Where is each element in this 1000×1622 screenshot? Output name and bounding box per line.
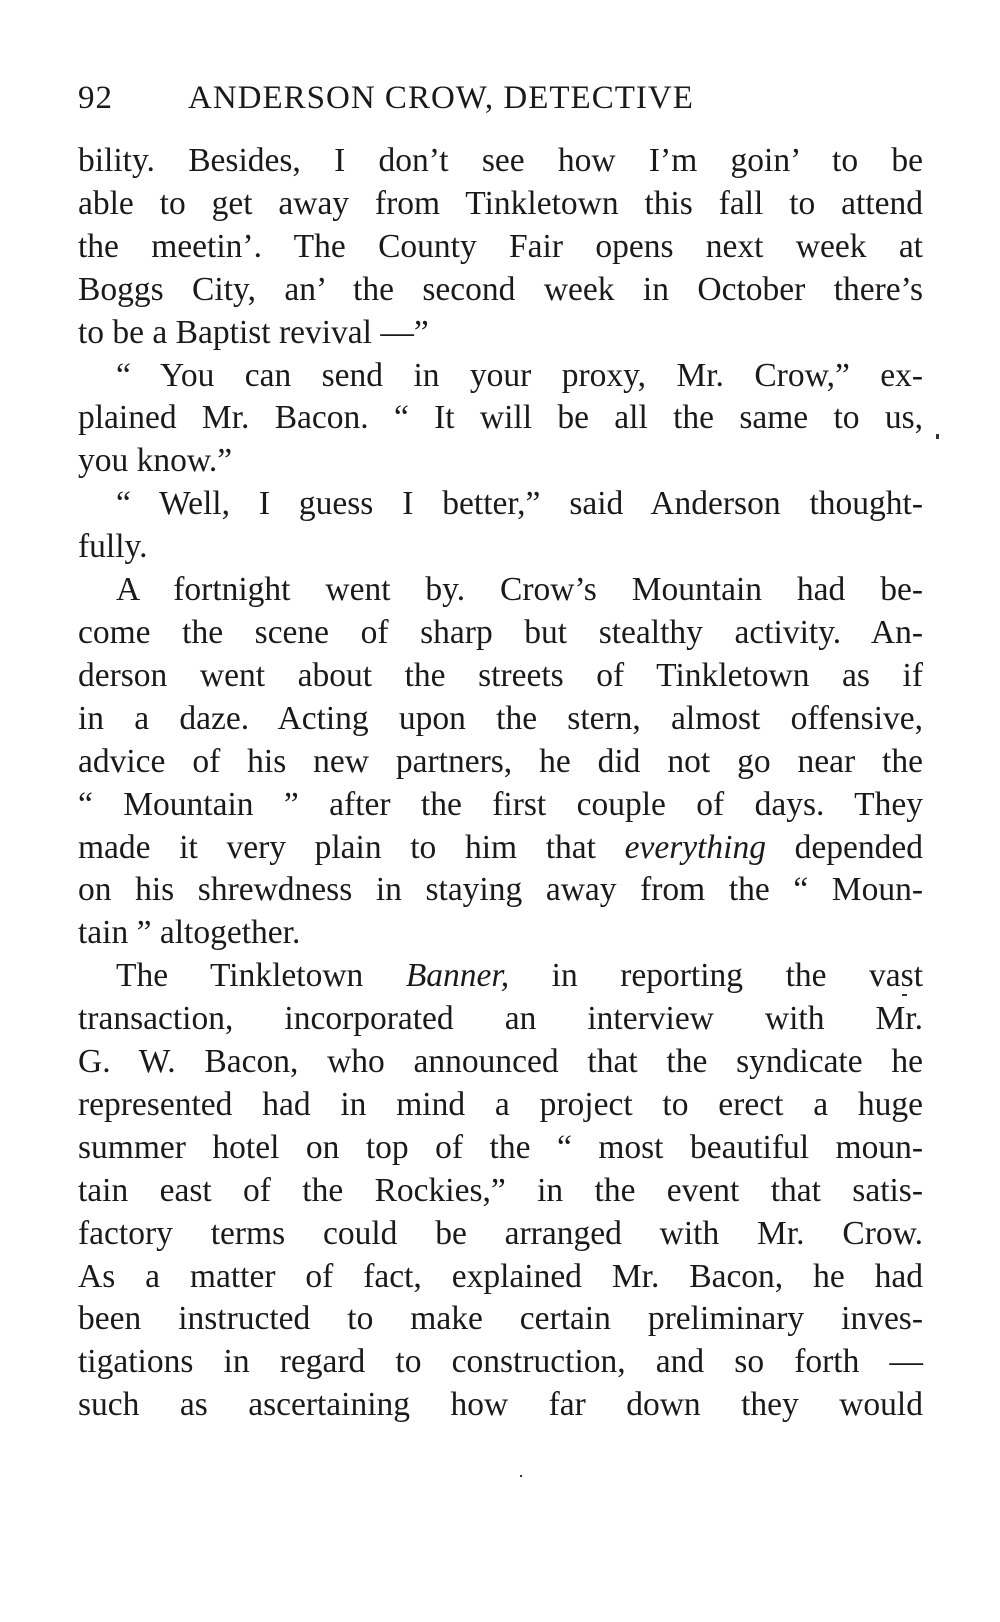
scan-speck [520,1475,522,1477]
text-line: derson went about the streets of Tinkletown as if [78,656,923,694]
text-line: “ You can send in your proxy, Mr. Crow,” ex- [116,356,923,394]
book-page [78,78,923,1427]
text-line: factory terms could be arranged with Mr. Crow. [78,1214,923,1252]
running-title: ANDERSON CROW, DETECTIVE [188,80,694,116]
scan-speck [936,434,939,439]
text-line: A fortnight went by. Crow’s Mountain had be- [116,571,923,609]
text-line: As a matter of fact, explained Mr. Bacon, he had [78,1257,923,1295]
italic-word: everything [624,828,766,866]
text-line: “ Mountain ” after the first couple of days. They [78,785,923,823]
text-line: able to get away from Tinkletown this fall to attend [78,184,923,222]
text-line: come the scene of sharp but stealthy activity. An- [78,613,923,651]
text-line: on his shrewdness in staying away from the “ Moun- [78,871,923,909]
text-line: summer hotel on top of the “ most beautiful moun- [78,1128,923,1166]
paragraph-1 [78,140,923,355]
text-line: bility. Besides, I don’t see how I’m goin’ to be [78,142,923,179]
text-line: “ Well, I guess I better,” said Anderson thought- [116,485,923,523]
text-line: advice of his new partners, he did not go near the [78,742,923,780]
text-line: to be a Baptist revival —” [78,313,429,351]
text-line: plained Mr. Bacon. “ It will be all the same to us, [78,399,923,437]
text-line: fully. [78,528,148,566]
paragraph-4 [78,569,923,955]
text-line: transaction, incorporated an interview with Mr. [78,1000,923,1038]
paragraph-2 [78,355,923,484]
scan-speck [902,994,907,996]
text-line: in a daze. Acting upon the stern, almost offensive, [78,699,923,737]
text-line: been instructed to make certain preliminary inves- [78,1300,923,1338]
text-line: G. W. Bacon, who announced that the syndicate he [78,1043,923,1081]
text-run: depended [766,828,924,866]
text-line: Boggs City, an’ the second week in October there’s [78,270,923,308]
body-text [78,140,923,1427]
paragraph-5 [78,955,923,1427]
text-line: tigations in regard to construction, and so forth — [78,1343,923,1381]
text-line [78,827,923,870]
text-line: tain ” altogether. [78,914,301,952]
page-number: 92 [78,80,113,116]
paragraph-3 [78,483,923,569]
text-line [78,955,923,998]
text-line: the meetin’. The County Fair opens next week at [78,227,923,265]
italic-word: Banner, [405,957,510,995]
text-line: you know.” [78,442,233,480]
text-line: such as ascertaining how far down they would [78,1386,923,1424]
text-line: represented had in mind a project to erect a huge [78,1085,923,1123]
running-head [78,78,923,118]
text-line: tain east of the Rockies,” in the event that satis- [78,1171,923,1209]
text-run: in reporting the vast [509,957,923,995]
text-run: made it very plain to him that [78,828,625,866]
text-run: The Tinkletown [116,957,406,995]
